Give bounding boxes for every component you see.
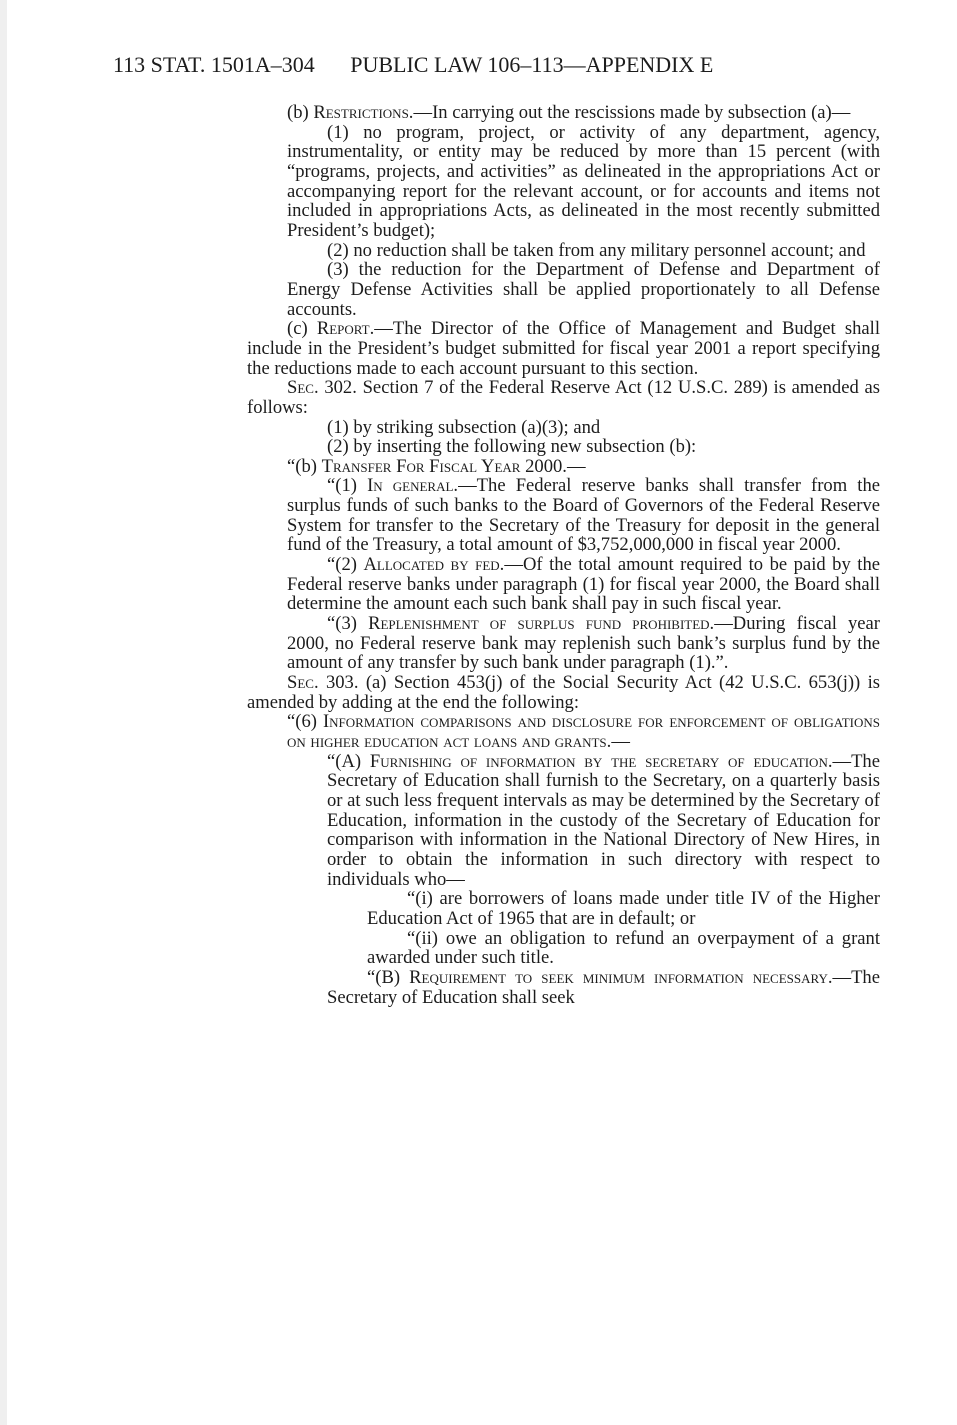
paragraph-b1: (1) no program, project, or activity of any department, agency, instrumentality, or entity may be reduced by more than 15 percent (with “programs, projects, and activities” as delineated in the appropriations Act or accompanying report for the relevant account, or for accounts and items not included in appropriations Acts, as delineated in the most recently submitted President’s budget);: [287, 121, 880, 241]
heading-in-general: In general.: [367, 475, 459, 497]
subsection-c-report: (c) Report.—The Director of the Office of Management and Budget shall include in the President’s budget submitted for fiscal year 2001 a report specifying the reductions made to each account pursuant to this section.: [247, 318, 880, 379]
section-303: Sec. 303. (a) Section 453(j) of the Social Security Act (42 U.S.C. 653(j)) is amended by adding at the end the following:: [247, 672, 880, 713]
transfer-paragraph-2: “(2) Allocated by fed.—Of the total amount required to be paid by the Federal reserve banks under paragraph (1) for fiscal year 2000, the Board shall determine the amount each such bank shall pay in such fiscal year.: [287, 554, 880, 615]
transfer-paragraph-1: “(1) In general.—The Federal reserve banks shall transfer from the surplus funds of such banks to the Board of Governors of the Federal Reserve System for transfer to the Secretary of the Treasury for deposit in the general fund of the Treasury, a total amount of $3,752,000,000 in fiscal year 2000.: [287, 475, 880, 556]
document-body: [247, 103, 880, 1007]
heading-report: Report.: [316, 318, 375, 340]
heading-furnishing: Furnishing of information by the secretary of education.: [369, 750, 833, 772]
scan-edge: [0, 0, 7, 1425]
page-header: [113, 52, 883, 78]
section-302: Sec. 302. Section 7 of the Federal Reserve Act (12 U.S.C. 289) is amended as follows:: [247, 377, 880, 418]
paragraph-b3: (3) the reduction for the Department of Defense and Department of Energy Defense Activities shall be applied proportionately to all Defense accounts.: [287, 259, 880, 320]
subparagraph-A: “(A) Furnishing of information by the secretary of education.—The Secretary of Education shall furnish to the Secretary, on a quarterly basis or at such less frequent intervals as may be determined by the Secretary of Education, information in the custody of the Secretary of Education for comparison with information in the National Directory of New Hires, in order to obtain the information in such directory with respect to individuals who—: [327, 750, 880, 890]
heading-replenishment: Replenishment of surplus fund prohibited.: [368, 613, 715, 635]
section-302-item-2: (2) by inserting the following new subsection (b):: [327, 436, 697, 458]
subsection-transfer: “(b) Transfer For Fiscal Year 2000.—: [287, 455, 586, 477]
heading-allocated: Allocated by fed.: [363, 554, 505, 576]
paragraph-b2: (2) no reduction shall be taken from any military personnel account; and: [327, 239, 866, 261]
paragraph-6: “(6) Information comparisons and disclosure for enforcement of obligations on higher education act loans and grants.—: [287, 711, 880, 752]
clause-ii: “(ii) owe an obligation to refund an overpayment of a grant awarded under such title.: [367, 927, 880, 969]
section-label: Sec.: [287, 672, 319, 694]
statute-citation: 113 STAT. 1501A–304: [113, 52, 315, 77]
section-302-item-1: (1) by striking subsection (a)(3); and: [327, 416, 601, 438]
heading-requirement: Requirement to seek minimum information necessary.: [409, 966, 833, 988]
heading-information-comparisons: Information comparisons and disclosure for enforcement of obligations on higher education act loans and grants.: [287, 711, 880, 752]
clause-i: “(i) are borrowers of loans made under title IV of the Higher Education Act of 1965 that are in default; or: [367, 888, 880, 929]
section-label: Sec.: [287, 377, 319, 399]
subparagraph-B: “(B) Requirement to seek minimum information necessary.—The Secretary of Education shall seek: [327, 966, 880, 1008]
transfer-paragraph-3: “(3) Replenishment of surplus fund prohibited.—During fiscal year 2000, no Federal reserve bank may replenish such bank’s surplus fund by the amount of any transfer by such bank under paragraph (1).”.: [287, 613, 880, 674]
subsection-b-restrictions: (b) Restrictions.—In carrying out the rescissions made by subsection (a)—: [287, 102, 851, 123]
header-title: PUBLIC LAW 106–113—APPENDIX E: [350, 52, 714, 77]
heading-restrictions: Restrictions.: [313, 102, 414, 123]
heading-transfer: Transfer For Fiscal Year 2000.: [321, 455, 567, 477]
